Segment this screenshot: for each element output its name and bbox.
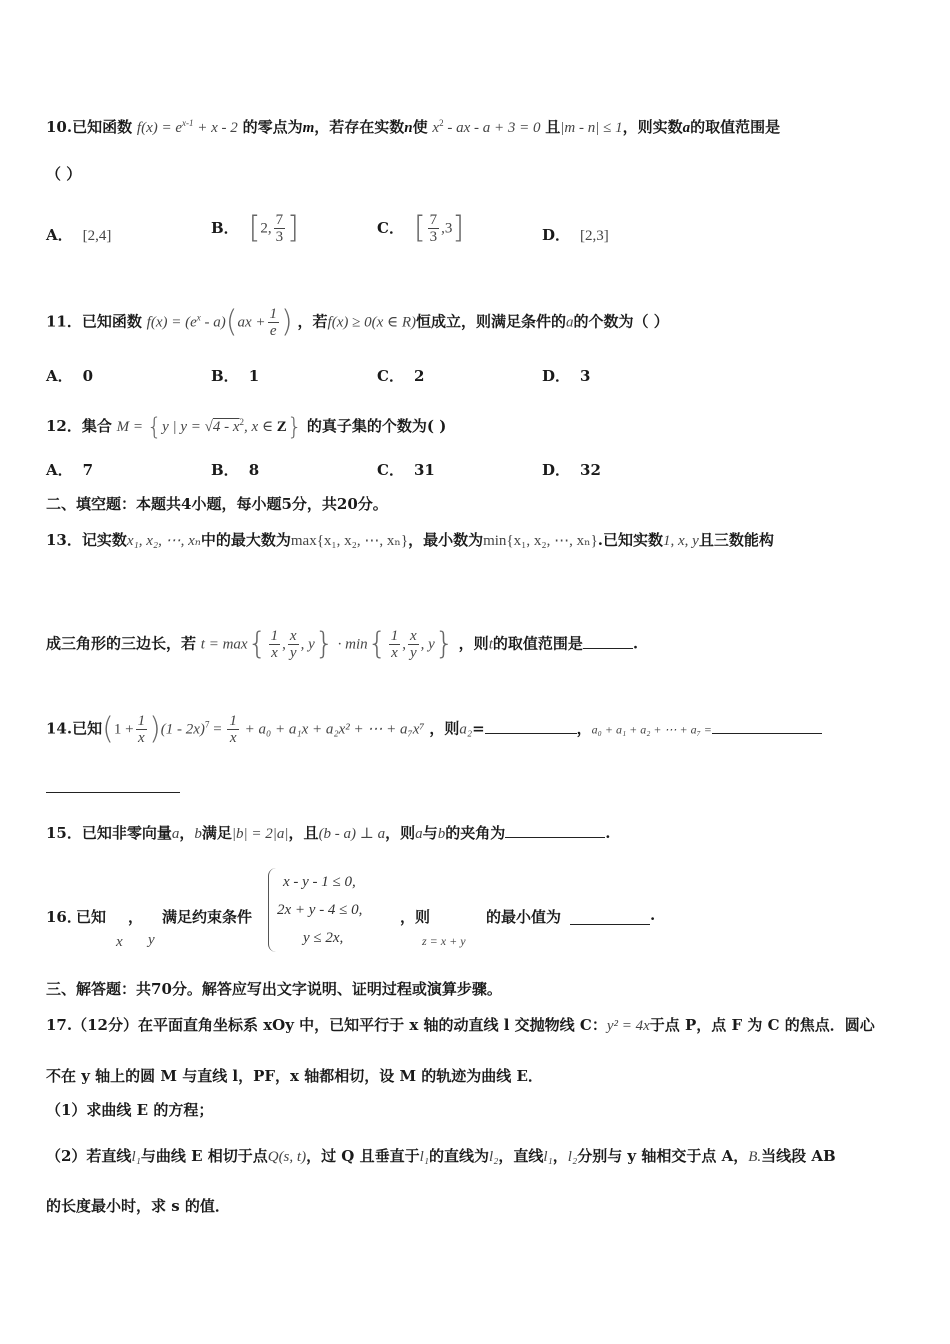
- question-12: 12．集合 M = {y | $y = √4 - x^2$, x ∈ Z} 的真子集的个数为( ): [46, 413, 447, 441]
- question-16: 16． 已知 ， x y 满足约束条件 x - y - 1 ≤ 0, 2x + y - 4 ≤ 0, y ≤ 2x, ，则 z = x + y 的最小值为 .: [46, 868, 906, 958]
- q11-option-c[interactable]: C． 2: [377, 367, 425, 385]
- q11-option-d[interactable]: D． 3: [542, 367, 591, 385]
- question-14: 14.已知(1 + $\frac{1}{x}$ )(1 - 2x)$^7$ = $\frac{1}{x}$ + a₀ + a₁x + a₂x² + ⋯ + a₇x⁷ ，则a₂= ，a₀ + a₁ + a₂ + ⋯ + a₇ =: [46, 713, 906, 746]
- q16-answer-blank[interactable]: [570, 910, 650, 925]
- q14-a2-blank[interactable]: [485, 719, 577, 734]
- question-11: 11．已知函数 $f(x) = (e^x - a)(ax$ + $\frac{1}{e}$ ) ，若f(x) ≥ 0(x ∈ R)恒成立，则满足条件的a的个数为（ ）: [46, 304, 669, 340]
- q10-option-c[interactable]: C． [ $\frac{7}{3}$ ,3]: [377, 210, 465, 246]
- q13-answer-blank[interactable]: [583, 634, 633, 649]
- q14-sum-blank-cont[interactable]: [46, 778, 180, 793]
- question-17-part1: （1）求曲线 E 的方程；: [46, 1101, 214, 1119]
- q10-option-b[interactable]: B． [2, $\frac{7}{3}$ ]: [211, 210, 299, 246]
- question-13: 13．记实数x₁, x₂, ⋯, xₙ中的最大数为max{x₁, x₂, ⋯, xₙ}，最小数为min{x₁, x₂, ⋯, xₙ}.已知实数1, x, y且三数能构: [46, 531, 774, 549]
- q12-option-d[interactable]: D． 32: [542, 461, 601, 479]
- question-15: 15．已知非零向量a，b满足|b| = 2|a|，且(b - a) ⊥ a，则a与b的夹角为 .: [46, 824, 611, 842]
- q11-option-a[interactable]: A． 0: [46, 367, 94, 385]
- question-17: 17.（12分）在平面直角坐标系 xOy 中，已知平行于 x 轴的动直线 l 交抛物线 C：y² = 4x于点 P，点 F 为 C 的焦点．圆心: [46, 1016, 875, 1034]
- q14-sum-blank[interactable]: [712, 719, 822, 734]
- question-17-part2: （2）若直线l₁与曲线 E 相切于点Q(s, t)，过 Q 且垂直于l₁的直线为l₂，直线l₁，l₂分别与 y 轴相交于点 A，B.当线段 AB: [46, 1147, 836, 1165]
- q12-option-c[interactable]: C． 31: [377, 461, 435, 479]
- q15-answer-blank[interactable]: [505, 823, 605, 838]
- q10-option-a[interactable]: A． [2,4]: [46, 226, 112, 244]
- question-17-line2: 不在 y 轴上的圆 M 与直线 l，PF，x 轴都相切，设 M 的轨迹为曲线 E．: [46, 1067, 543, 1085]
- q16-constraints: x - y - 1 ≤ 0, 2x + y - 4 ≤ 0, y ≤ 2x,: [268, 868, 362, 952]
- q11-option-b[interactable]: B． 1: [211, 367, 260, 385]
- section-3-heading: 三、解答题：共70分。解答应写出文字说明、证明过程或演算步骤。: [46, 980, 502, 998]
- q10-option-d[interactable]: D． [2,3]: [542, 226, 609, 244]
- section-2-heading: 二、填空题：本题共4小题，每小题5分，共20分。: [46, 495, 388, 513]
- q12-option-a[interactable]: A． 7: [46, 461, 94, 479]
- question-10: 10.已知函数 $f(x) = e^{x-1} + x - 2$ 的零点为m，若存在实数n使 $x^2$ - ax - a + 3 = 0 且|m - n| ≤ 1，则实数a的取值范围是: [46, 118, 781, 136]
- question-17-line4: 的长度最小时，求 s 的值．: [46, 1197, 230, 1215]
- question-13-cont: 成三角形的三边长，若 t = max{ $\frac{1}{x}$ , $\frac{x}{y}$ , y} · min{ $\frac{1}{x}$ , $\frac{x}{y}$ , y} ，则t的取值范围是 .: [46, 626, 639, 662]
- question-10-paren: （ ）: [46, 165, 82, 183]
- q12-option-b[interactable]: B． 8: [211, 461, 260, 479]
